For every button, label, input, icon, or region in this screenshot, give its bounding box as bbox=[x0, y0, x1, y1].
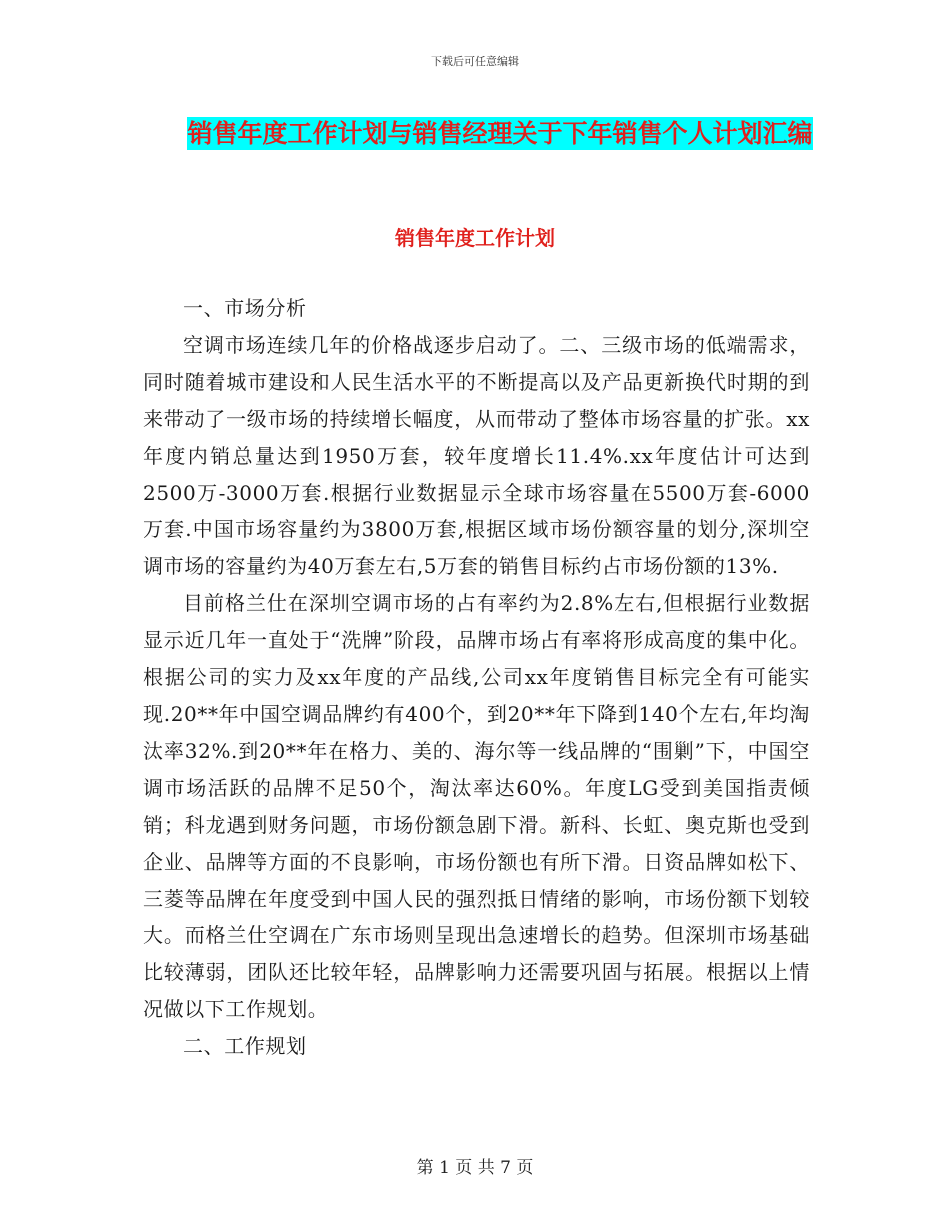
document-title-text: 销售年度工作计划与销售经理关于下年销售个人计划汇编 bbox=[187, 119, 813, 148]
paragraph-market-overview: 空调市场连续几年的价格战逐步启动了。二、三级市场的低端需求，同时随着城市建设和人民生活水平的不断提高以及产品更新换代时期的到来带动了一级市场的持续增长幅度，从而带动了整体市场容量的扩张。xx年度内销总量达到1950万套，较年度增长11.4%.xx年度估计可达到2500万-3000万套.根据行业数据显示全球市场容量在5500万套-6000万套.中国市场容量约为3800万套,根据区域市场份额容量的划分,深圳空调市场的容量约为40万套左右,5万套的销售目标约占市场份额的13%. bbox=[143, 332, 810, 579]
page-header-note: 下载后可任意编辑 bbox=[431, 55, 519, 68]
heading-work-plan: 二、工作规划 bbox=[183, 1034, 307, 1059]
document-body bbox=[143, 290, 810, 1065]
heading-market-analysis: 一、市场分析 bbox=[183, 296, 307, 320]
section-title: 销售年度工作计划 bbox=[395, 226, 555, 250]
document-title bbox=[140, 112, 860, 156]
paragraph-brand-situation: 目前格兰仕在深圳空调市场的占有率约为2.8%左右,但根据行业数据显示近几年一直处于“洗牌”阶段，品牌市场占有率将形成高度的集中化。根据公司的实力及xx年度的产品线,公司xx年度销售目标完全有可能实现.20**年中国空调品牌约有400个，到20**年下降到140个左右,年均淘汰率32%.到20**年在格力、美的、海尔等一线品牌的“围剿”下，中国空调市场活跃的品牌不足50个，淘汰率达60%。年度LG受到美国指责倾销；科龙遇到财务问题，市场份额急剧下滑。新科、长虹、奥克斯也受到企业、品牌等方面的不良影响，市场份额也有所下滑。日资品牌如松下、三菱等品牌在年度受到中国人民的强烈抵日情绪的影响，市场份额下划较大。而格兰仕空调在广东市场则呈现出急速增长的趋势。但深圳市场基础比较薄弱，团队还比较年轻，品牌影响力还需要巩固与拓展。根据以上情况做以下工作规划。 bbox=[143, 591, 810, 1022]
page-footer: 第 1 页 共 7 页 bbox=[416, 1158, 534, 1178]
